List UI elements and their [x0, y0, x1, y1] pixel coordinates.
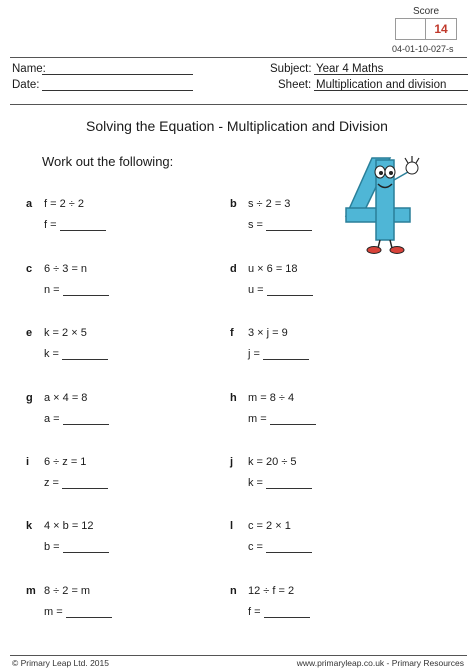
date-label: Date:: [12, 79, 40, 91]
answer-blank[interactable]: [266, 542, 312, 553]
footer-website-link[interactable]: www.primaryleap.co.uk - Primary Resources: [296, 658, 464, 668]
name-field[interactable]: [42, 74, 193, 75]
question-letter: e: [26, 327, 33, 339]
answer-blank[interactable]: [63, 542, 109, 553]
question-equation: k = 2 × 5: [44, 327, 87, 339]
question-equation: 3 × j = 9: [248, 327, 288, 339]
score-value: 14: [434, 22, 448, 36]
question-equation: k = 20 ÷ 5: [248, 456, 297, 468]
question-letter: d: [230, 263, 237, 275]
answer-row: [248, 606, 310, 618]
footer-copyright: © Primary Leap Ltd. 2015: [12, 658, 109, 668]
answer-blank[interactable]: [63, 285, 109, 296]
question-letter: a: [26, 198, 33, 210]
answer-row: [248, 413, 316, 425]
answer-label: f =: [44, 219, 57, 231]
answer-label: b =: [44, 541, 60, 553]
page-title: Solving the Equation - Multiplication and Division: [86, 118, 388, 134]
score-box: [395, 18, 457, 40]
question-equation: a × 4 = 8: [44, 392, 88, 404]
answer-label: k =: [248, 477, 263, 489]
question-letter: j: [230, 456, 234, 468]
answer-blank[interactable]: [60, 220, 106, 231]
answer-blank[interactable]: [264, 607, 310, 618]
answer-blank[interactable]: [267, 285, 313, 296]
answer-row: [248, 541, 312, 553]
question-letter: m: [26, 585, 36, 597]
sheet-value: Multiplication and division: [316, 79, 447, 91]
question-equation: 6 ÷ z = 1: [44, 456, 87, 468]
question-equation: 8 ÷ 2 = m: [44, 585, 91, 597]
instruction-text: Work out the following:: [42, 154, 174, 169]
answer-blank[interactable]: [62, 349, 108, 360]
question-equation: s ÷ 2 = 3: [248, 198, 291, 210]
answer-blank[interactable]: [266, 220, 312, 231]
name-label: Name:: [12, 63, 46, 75]
subject-value: Year 4 Maths: [316, 63, 384, 75]
answer-blank[interactable]: [263, 349, 309, 360]
answer-label: n =: [44, 284, 60, 296]
answer-blank[interactable]: [63, 414, 109, 425]
question-equation: 6 ÷ 3 = n: [44, 263, 88, 275]
question-equation: 4 × b = 12: [44, 520, 94, 532]
question-letter: f: [230, 327, 234, 339]
question-equation: c = 2 × 1: [248, 520, 291, 532]
answer-blank[interactable]: [270, 414, 316, 425]
answer-label: a =: [44, 413, 60, 425]
answer-row: [248, 348, 309, 360]
footer-divider: [10, 655, 467, 656]
question-letter: i: [26, 456, 30, 468]
answer-label: c =: [248, 541, 263, 553]
answer-row: [44, 606, 112, 618]
number-four-mascot-icon: [342, 150, 432, 256]
question-letter: b: [230, 198, 237, 210]
sheet-label: Sheet:: [278, 79, 312, 91]
subject-underline: [314, 74, 468, 75]
date-field[interactable]: [42, 90, 193, 91]
score-label: Score: [412, 6, 440, 17]
answer-label: u =: [248, 284, 264, 296]
header-divider-top: [10, 57, 467, 58]
question-letter: k: [26, 520, 33, 532]
answer-label: m =: [248, 413, 267, 425]
answer-blank[interactable]: [62, 478, 108, 489]
answer-label: k =: [44, 348, 59, 360]
answer-label: f =: [248, 606, 261, 618]
question-letter: g: [26, 392, 33, 404]
answer-row: [44, 477, 108, 489]
answer-row: [44, 219, 106, 231]
answer-blank[interactable]: [66, 607, 112, 618]
question-equation: u × 6 = 18: [248, 263, 298, 275]
question-letter: l: [230, 520, 234, 532]
question-letter: n: [230, 585, 237, 597]
header-divider-bottom: [10, 104, 467, 105]
answer-row: [44, 413, 109, 425]
answer-row: [248, 284, 313, 296]
sheet-underline: [314, 90, 468, 91]
score-empty-cell: [396, 19, 426, 39]
worksheet-code: 04-01-10-027-s: [392, 44, 454, 54]
answer-row: [44, 284, 109, 296]
answer-row: [44, 348, 108, 360]
answer-blank[interactable]: [266, 478, 312, 489]
question-equation: m = 8 ÷ 4: [248, 392, 295, 404]
question-equation: 12 ÷ f = 2: [248, 585, 295, 597]
answer-label: m =: [44, 606, 63, 618]
answer-row: [248, 219, 312, 231]
answer-label: s =: [248, 219, 263, 231]
question-equation: f = 2 ÷ 2: [44, 198, 84, 210]
answer-row: [44, 541, 109, 553]
subject-label: Subject:: [270, 63, 312, 75]
question-letter: c: [26, 263, 33, 275]
answer-row: [248, 477, 312, 489]
answer-label: z =: [44, 477, 59, 489]
answer-label: j =: [248, 348, 260, 360]
question-letter: h: [230, 392, 237, 404]
